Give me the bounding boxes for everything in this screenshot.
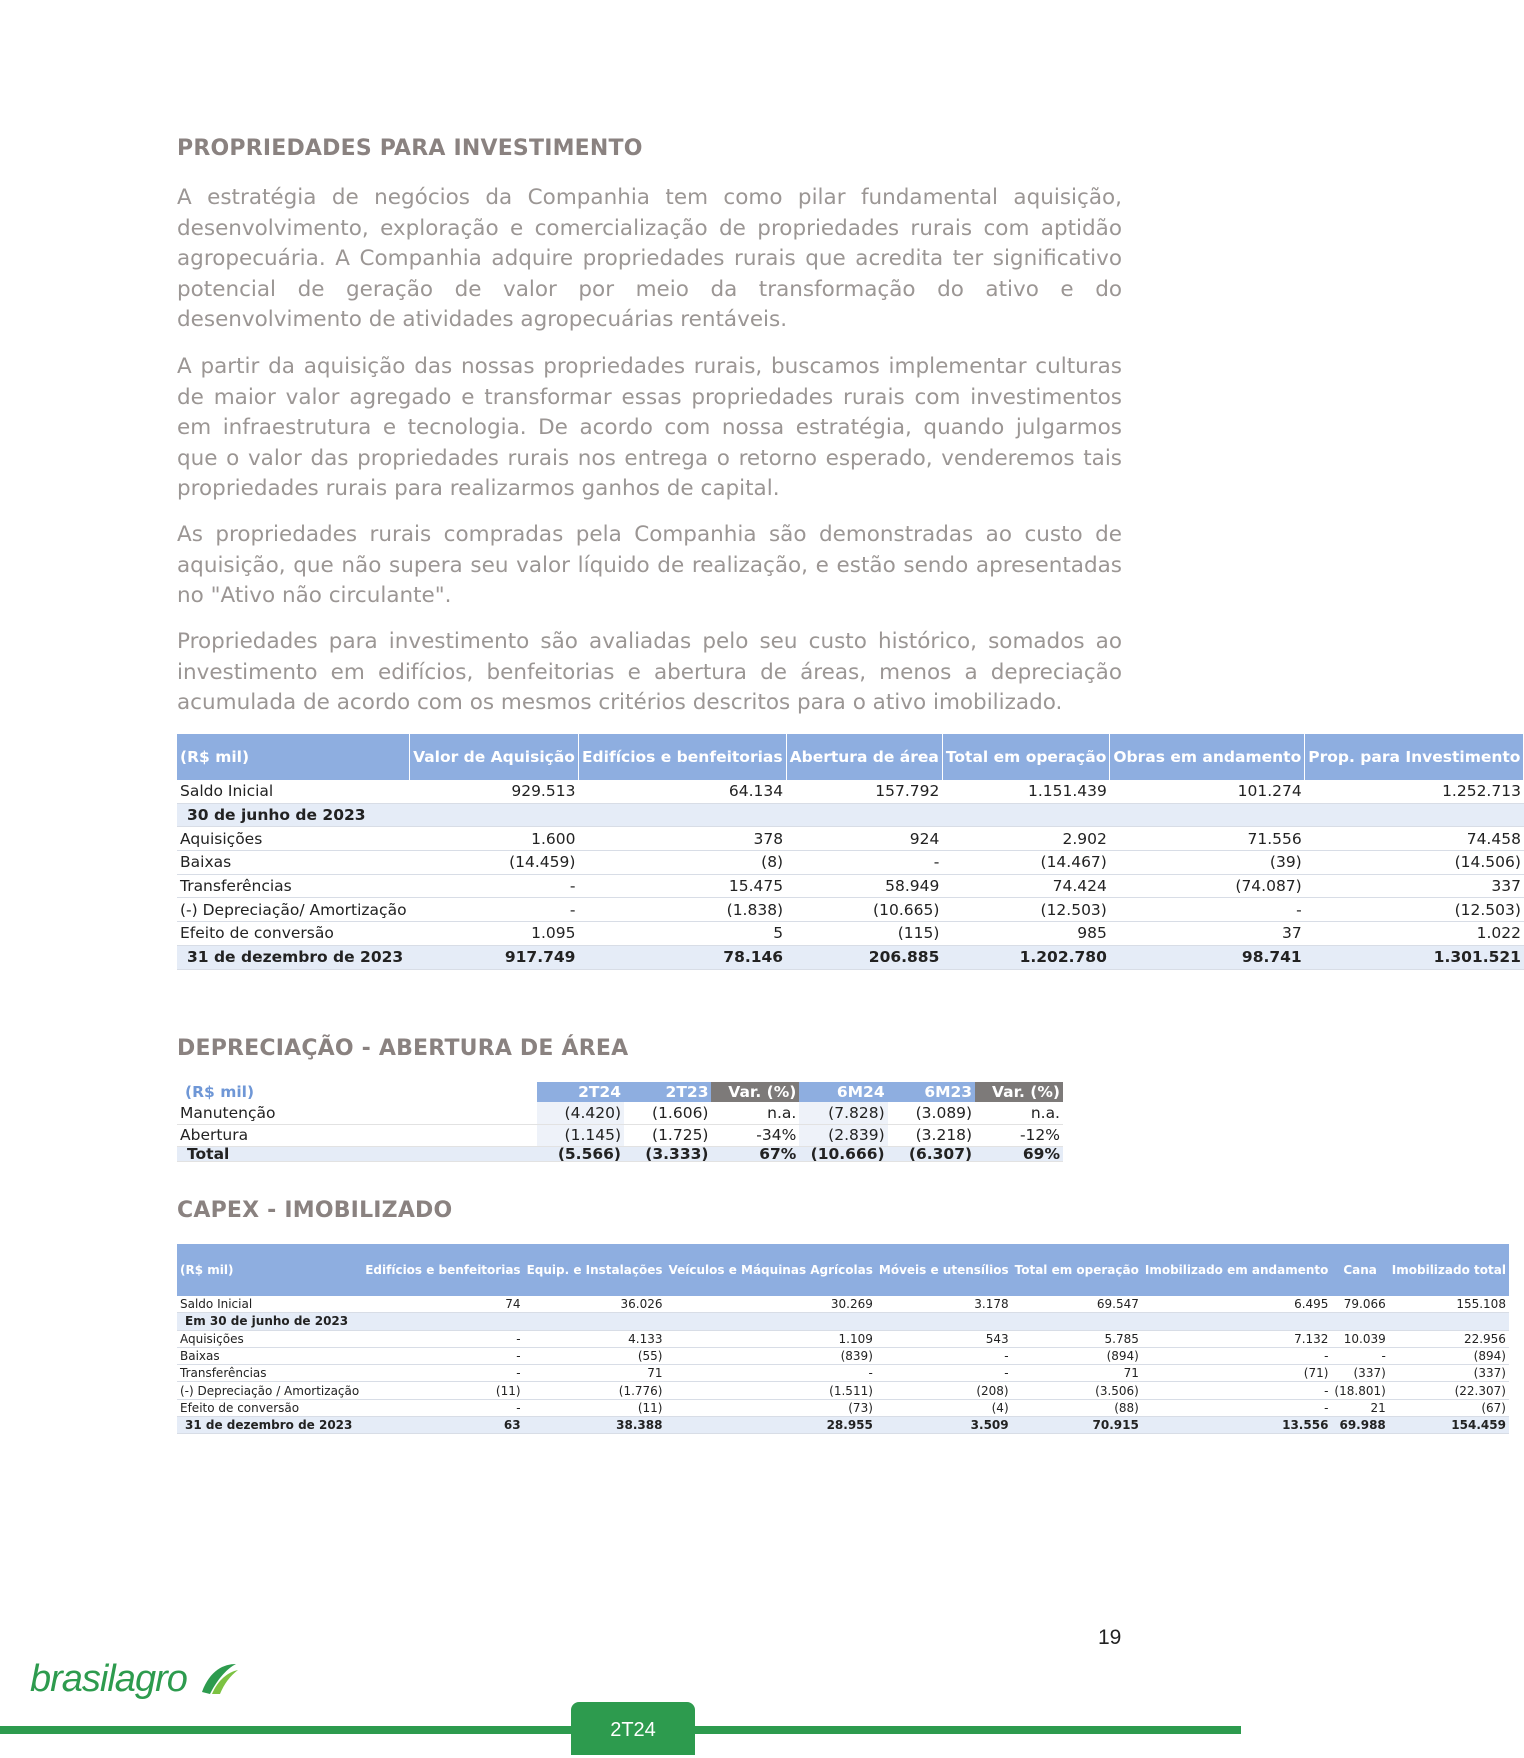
row-label: Aquisições [177, 827, 410, 851]
table-cell: (10.665) [786, 898, 942, 922]
row-label: Transferências [177, 874, 410, 898]
table-cell: 543 [876, 1330, 1012, 1347]
table-cell: 36.026 [524, 1296, 666, 1313]
table-cell: - [876, 1347, 1012, 1364]
table-cell: 1.252.713 [1305, 780, 1524, 803]
table-cell: 78.146 [578, 945, 786, 969]
column-header: Var. (%) [975, 1082, 1063, 1102]
table-cell: (2.839) [799, 1124, 887, 1147]
table-cell: 1.109 [665, 1330, 875, 1347]
paragraph-1: A estratégia de negócios da Companhia tem como pilar fundamental aquisição, desenvolvimento, exploração e comercialização de propriedades rurais com aptidão agropecuária. A Companhia adquire propriedades rurais que acredita ter significativo potencial de geração de valor por meio da transformação do ativo e do desenvolvimento de atividades agropecuárias rentáveis. [177, 185, 1122, 332]
column-header: Móveis e utensílios [876, 1244, 1012, 1296]
table-cell: (894) [1389, 1347, 1509, 1364]
table-cell [1142, 1313, 1332, 1330]
table-cell: (3.089) [888, 1102, 975, 1124]
table-cell: (14.467) [942, 851, 1109, 875]
row-label: Transferências [177, 1365, 362, 1382]
table-cell [1389, 1313, 1509, 1330]
row-label: Total [177, 1147, 537, 1162]
table-cell: 337 [1305, 874, 1524, 898]
table-cell: 37 [1110, 922, 1305, 946]
table-cell: 1.151.439 [942, 780, 1109, 803]
table-cell: 985 [942, 922, 1109, 946]
table-header-row [177, 734, 1524, 780]
table-cell: 21 [1331, 1399, 1388, 1416]
table-cell: (3.506) [1012, 1382, 1142, 1399]
table-cell: 70.915 [1012, 1417, 1142, 1434]
table-cell: 1.202.780 [942, 945, 1109, 969]
table-cell: (4) [876, 1399, 1012, 1416]
row-label: 31 de dezembro de 2023 [177, 1417, 362, 1434]
table-cell: (7.828) [799, 1102, 887, 1124]
table-row [177, 898, 1524, 922]
table-cell: 71.556 [1110, 827, 1305, 851]
total-row [177, 945, 1524, 969]
table-row [177, 851, 1524, 875]
brasilagro-logo [30, 1658, 230, 1708]
table-cell: 924 [786, 827, 942, 851]
table-cell [876, 1313, 1012, 1330]
table-cell: (12.503) [942, 898, 1109, 922]
table-cell: (115) [786, 922, 942, 946]
table-cell: - [410, 898, 579, 922]
table-cell: - [786, 851, 942, 875]
period-tab: 2T24 [571, 1702, 695, 1755]
column-header: Imobilizado em andamento [1142, 1244, 1332, 1296]
table-row [177, 1382, 1509, 1399]
row-label: Manutenção [177, 1102, 537, 1124]
table-cell: - [1142, 1347, 1332, 1364]
table-cell: 10.039 [1331, 1330, 1388, 1347]
table-cell: (1.838) [578, 898, 786, 922]
table-cell: 154.459 [1389, 1417, 1509, 1434]
table-cell: 22.956 [1389, 1330, 1509, 1347]
row-label: Aquisições [177, 1330, 362, 1347]
table-cell: (5.566) [537, 1147, 624, 1162]
table-row [177, 1365, 1509, 1382]
row-label: Saldo Inicial [177, 1296, 362, 1313]
column-header: (R$ mil) [177, 1244, 362, 1296]
subheader-row [177, 1313, 1509, 1330]
table-cell: (3.333) [624, 1147, 711, 1162]
table-cell [786, 803, 942, 827]
table-cell: 74 [362, 1296, 523, 1313]
table-row [177, 874, 1524, 898]
column-header: (R$ mil) [185, 1083, 255, 1101]
table-cell: 64.134 [578, 780, 786, 803]
table-cell: 69.988 [1331, 1417, 1388, 1434]
table-cell: 5.785 [1012, 1330, 1142, 1347]
table-cell: (839) [665, 1347, 875, 1364]
table-cell: 79.066 [1331, 1296, 1388, 1313]
table-cell: 206.885 [786, 945, 942, 969]
table-cell [665, 1313, 875, 1330]
table-cell: - [362, 1365, 523, 1382]
table-cell: (1.606) [624, 1102, 711, 1124]
leaf-icon [200, 1660, 240, 1700]
table-row [177, 1102, 1063, 1124]
column-header: 2T24 [537, 1082, 624, 1102]
row-label: Saldo Inicial [177, 780, 410, 803]
table-cell: - [876, 1365, 1012, 1382]
table-cell: 69% [975, 1147, 1063, 1162]
table-cell: 2.902 [942, 827, 1109, 851]
table-cell: (55) [524, 1347, 666, 1364]
subheader-row [177, 803, 1524, 827]
table-row [177, 1347, 1509, 1364]
table-cell: n.a. [711, 1102, 799, 1124]
table-cell: (12.503) [1305, 898, 1524, 922]
row-label: Abertura [177, 1124, 537, 1147]
table-cell: 3.178 [876, 1296, 1012, 1313]
table-cell: 71 [524, 1365, 666, 1382]
table-cell: (3.218) [888, 1124, 975, 1147]
column-header: Obras em andamento [1110, 734, 1305, 780]
capex-table [177, 1244, 1509, 1434]
paragraph-2: A partir da aquisição das nossas propriedades rurais, buscamos implementar culturas de maior valor agregado e transformar essas propriedades rurais com investimentos em infraestrutura e tecnologia. De acordo com nossa estratégia, quando julgarmos que o valor das propriedades rurais nos entrega o retorno esperado, venderemos tais propriedades rurais para realizarmos ganhos de capital. [177, 354, 1122, 501]
table-cell: (39) [1110, 851, 1305, 875]
table-cell: 917.749 [410, 945, 579, 969]
table-cell: (11) [524, 1399, 666, 1416]
table-cell: - [362, 1347, 523, 1364]
table-row [177, 827, 1524, 851]
table-cell: (6.307) [888, 1147, 975, 1162]
table-header-row [177, 1244, 1509, 1296]
table-cell: (894) [1012, 1347, 1142, 1364]
table-cell: (14.459) [410, 851, 579, 875]
table-cell: 69.547 [1012, 1296, 1142, 1313]
table-cell: 929.513 [410, 780, 579, 803]
row-label: 30 de junho de 2023 [177, 803, 410, 827]
table-cell: 63 [362, 1417, 523, 1434]
row-label: Baixas [177, 1347, 362, 1364]
table-row [177, 780, 1524, 803]
table-cell: - [1331, 1347, 1388, 1364]
table-row [177, 1399, 1509, 1416]
table-cell: 1.301.521 [1305, 945, 1524, 969]
table-cell: (11) [362, 1382, 523, 1399]
table-cell: 1.022 [1305, 922, 1524, 946]
table-header-row [177, 1082, 1063, 1102]
table-cell: (22.307) [1389, 1382, 1509, 1399]
table-cell: (18.801) [1331, 1382, 1388, 1399]
table-row [177, 922, 1524, 946]
table-cell: (88) [1012, 1399, 1142, 1416]
table-cell: (337) [1389, 1365, 1509, 1382]
table-cell: (14.506) [1305, 851, 1524, 875]
investment-properties-table [177, 734, 1524, 970]
row-label: (-) Depreciação/ Amortização [177, 898, 410, 922]
table-cell: (10.666) [799, 1147, 887, 1162]
table-cell: 28.955 [665, 1417, 875, 1434]
column-header: Total em operação [942, 734, 1109, 780]
table-cell [1305, 803, 1524, 827]
table-cell: 3.509 [876, 1417, 1012, 1434]
table-cell [410, 803, 579, 827]
section-title-propriedades: PROPRIEDADES PARA INVESTIMENTO [177, 136, 643, 161]
table-cell: 157.792 [786, 780, 942, 803]
table-row [177, 1330, 1509, 1347]
table-cell: (1.145) [537, 1124, 624, 1147]
table-cell: 5 [578, 922, 786, 946]
paragraph-3: As propriedades rurais compradas pela Companhia são demonstradas ao custo de aquisição, que não supera seu valor líquido de realização, e estão sendo apresentadas no "Ativo não circulante". [177, 522, 1122, 608]
table-cell: (4.420) [537, 1102, 624, 1124]
column-header: Total em operação [1012, 1244, 1142, 1296]
table-cell: - [362, 1330, 523, 1347]
table-cell: (337) [1331, 1365, 1388, 1382]
row-label: 31 de dezembro de 2023 [177, 945, 410, 969]
section-title-capex: CAPEX - IMOBILIZADO [177, 1198, 453, 1223]
table-cell: 71 [1012, 1365, 1142, 1382]
table-cell: n.a. [975, 1102, 1063, 1124]
table-cell: 4.133 [524, 1330, 666, 1347]
table-cell: (1.725) [624, 1124, 711, 1147]
table-row [177, 1296, 1509, 1313]
table-cell [1012, 1313, 1142, 1330]
table-cell [1110, 803, 1305, 827]
row-label: Efeito de conversão [177, 1399, 362, 1416]
column-header: (R$ mil) [177, 734, 410, 780]
table-cell: (1.511) [665, 1382, 875, 1399]
table-cell [524, 1313, 666, 1330]
table-cell: (1.776) [524, 1382, 666, 1399]
table-cell: 378 [578, 827, 786, 851]
total-row [177, 1417, 1509, 1434]
total-row [177, 1147, 1063, 1162]
table-cell: -12% [975, 1124, 1063, 1147]
table-cell: (71) [1142, 1365, 1332, 1382]
depreciation-table [177, 1082, 1063, 1162]
page-number: 19 [1098, 1626, 1122, 1649]
table-cell: 74.458 [1305, 827, 1524, 851]
table-cell: 38.388 [524, 1417, 666, 1434]
table-cell: 6.495 [1142, 1296, 1332, 1313]
table-cell: - [1110, 898, 1305, 922]
table-cell: - [1142, 1382, 1332, 1399]
table-cell [578, 803, 786, 827]
table-cell [362, 1313, 523, 1330]
column-header: Imobilizado total [1389, 1244, 1509, 1296]
table-cell: (67) [1389, 1399, 1509, 1416]
column-header: Edifícios e benfeitorias [578, 734, 786, 780]
table-cell: 67% [711, 1147, 799, 1162]
table-cell: 1.095 [410, 922, 579, 946]
table-cell: (73) [665, 1399, 875, 1416]
column-header: Var. (%) [711, 1082, 799, 1102]
table-cell: (208) [876, 1382, 1012, 1399]
table-cell: (74.087) [1110, 874, 1305, 898]
column-header: Veículos e Máquinas Agrícolas [665, 1244, 875, 1296]
column-header: Abertura de área [786, 734, 942, 780]
column-header: Cana [1331, 1244, 1388, 1296]
row-label: Baixas [177, 851, 410, 875]
table-cell [1331, 1313, 1388, 1330]
table-cell: 98.741 [1110, 945, 1305, 969]
column-header: Equip. e Instalações [524, 1244, 666, 1296]
row-label: Em 30 de junho de 2023 [177, 1313, 362, 1330]
column-header: 6M23 [888, 1082, 975, 1102]
table-cell: -34% [711, 1124, 799, 1147]
table-cell: - [665, 1365, 875, 1382]
table-cell: - [410, 874, 579, 898]
table-cell: 58.949 [786, 874, 942, 898]
table-cell: 30.269 [665, 1296, 875, 1313]
table-cell: 13.556 [1142, 1417, 1332, 1434]
column-header: 6M24 [799, 1082, 887, 1102]
column-header: Valor de Aquisição [410, 734, 579, 780]
table-row [177, 1124, 1063, 1147]
table-cell: 155.108 [1389, 1296, 1509, 1313]
row-label: Efeito de conversão [177, 922, 410, 946]
column-header: Edifícios e benfeitorias [362, 1244, 523, 1296]
column-header: Prop. para Investimento [1305, 734, 1524, 780]
table-cell [942, 803, 1109, 827]
paragraph-4: Propriedades para investimento são avaliadas pelo seu custo histórico, somados ao investimento em edifícios, benfeitorias e abertura de áreas, menos a depreciação acumulada de acordo com os mesmos critérios descritos para o ativo imobilizado. [177, 629, 1122, 715]
table-cell: 15.475 [578, 874, 786, 898]
logo-text: brasilagro [30, 1658, 187, 1700]
table-cell: 74.424 [942, 874, 1109, 898]
table-cell: 101.274 [1110, 780, 1305, 803]
table-cell: - [362, 1399, 523, 1416]
row-label: (-) Depreciação / Amortização [177, 1382, 362, 1399]
table-cell: 1.600 [410, 827, 579, 851]
table-cell: - [1142, 1399, 1332, 1416]
column-header: 2T23 [624, 1082, 711, 1102]
section-title-depreciacao: DEPRECIAÇÃO - ABERTURA DE ÁREA [177, 1036, 629, 1061]
table-cell: 7.132 [1142, 1330, 1332, 1347]
table-cell: (8) [578, 851, 786, 875]
